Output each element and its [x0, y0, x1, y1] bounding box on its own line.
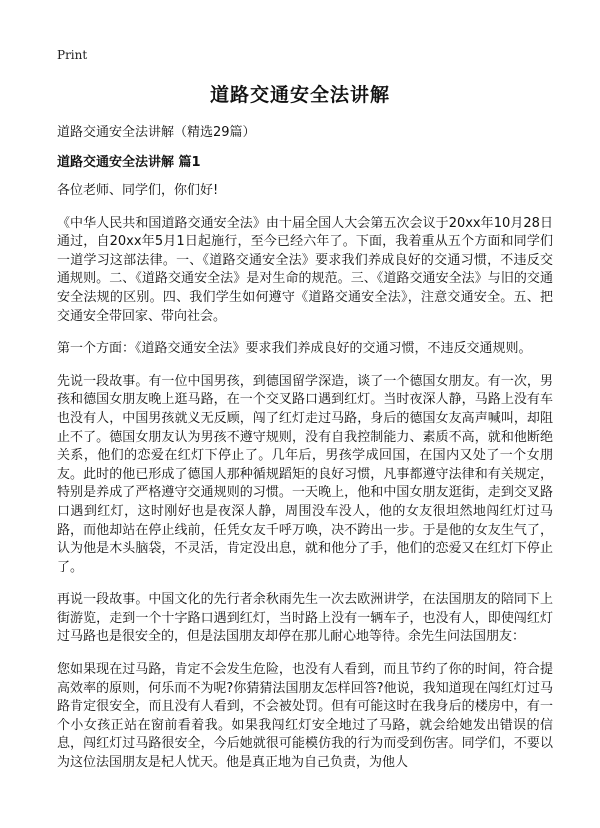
intro-paragraph: 《中华人民共和国道路交通安全法》由十届全国人大会第五次会议于20xx年10月28日通过，自20xx年5月1日起施行，至今已经六年了。下面，我着重从五个方面和同学们一道学习这部法律。一、《道路交通安全法》要求我们养成良好的交通习惯，不违反交通规则。二、《道路交通安全法》是对生命的规范。三、《道路交通安全法》与旧的交通安全法规的区别。四、我们学生如何遵守《道路交通安全法》，注意交通安全。五、把交通安全带回家、带向社会。 [57, 215, 553, 324]
greeting-paragraph: 各位老师、同学们，你们好! [57, 183, 219, 198]
document-body [57, 182, 553, 787]
print-link[interactable]: Print [57, 48, 88, 62]
section-heading: 道路交通安全法讲解 篇1 [57, 155, 201, 170]
first-aspect-paragraph: 第一个方面：《道路交通安全法》要求我们养成良好的交通习惯，不违反交通规则。 [57, 341, 532, 357]
story-two-paragraph: 再说一段故事。中国文化的先行者余秋雨先生一次去欧洲讲学，在法国朋友的陪同下上街游览，走到一个十字路口遇到红灯，当时路上没有一辆车子，也没有人，即使闯红灯过马路也是很安全的，但是法国朋友却停在那儿耐心地等待。余先生问法国朋友： [57, 592, 553, 645]
document-subtitle: 道路交通安全法讲解（精选29篇） [57, 125, 256, 140]
dialogue-paragraph: 您如果现在过马路，肯定不会发生危险，也没有人看到，而且节约了你的时间，符合提高效率的原则，何乐而不为呢?你猜猜法国朋友怎样回答?他说，我知道现在闯红灯过马路肯定很安全，而且没有人看到，不会被处罚。但有可能这时在我身后的楼房中，有一个小女孩正站在窗前看着我。如果我闯红灯安全地过了马路，就会给她发出错误的信息，闯红灯过马路很安全，今后她就很可能模仿我的行为而受到伤害。同学们，不要以为这位法国朋友是杞人忧天。他是真正地为自己负责，为他人 [57, 662, 553, 771]
document-title: 道路交通安全法讲解 [209, 84, 390, 106]
story-one-paragraph: 先说一段故事。有一位中国男孩，到德国留学深造，谈了一个德国女朋友。有一次，男孩和德国女朋友晚上逛马路，在一个交叉路口遇到红灯。当时夜深人静，马路上没有车也没有人，中国男孩就义无反顾，闯了红灯走过马路，身后的德国女友高声喊叫，却阻止不了。德国女朋友认为男孩不遵守规则，没有自我控制能力、素质不高，就和他断绝关系，他们的恋爱在红灯下停止了。几年后，男孩学成回国，在国内又处了一个女朋友。此时的他已形成了德国人那种循规蹈矩的良好习惯，凡事都遵守法律和有关规定，特别是养成了严格遵守交通规则的习惯。一天晚上，他和中国女朋友逛街，走到交叉路口遇到红灯，这时刚好也是夜深人静，周围没车没人，他的女友很坦然地闯红灯过马路，而他却站在停止线前，任凭女友千呼万唤，决不跨出一步。于是他的女友生气了，认为他是木头脑袋，不灵活，肯定没出息，就和他分了手，他们的恋爱又在红灯下停止了。 [57, 373, 553, 575]
